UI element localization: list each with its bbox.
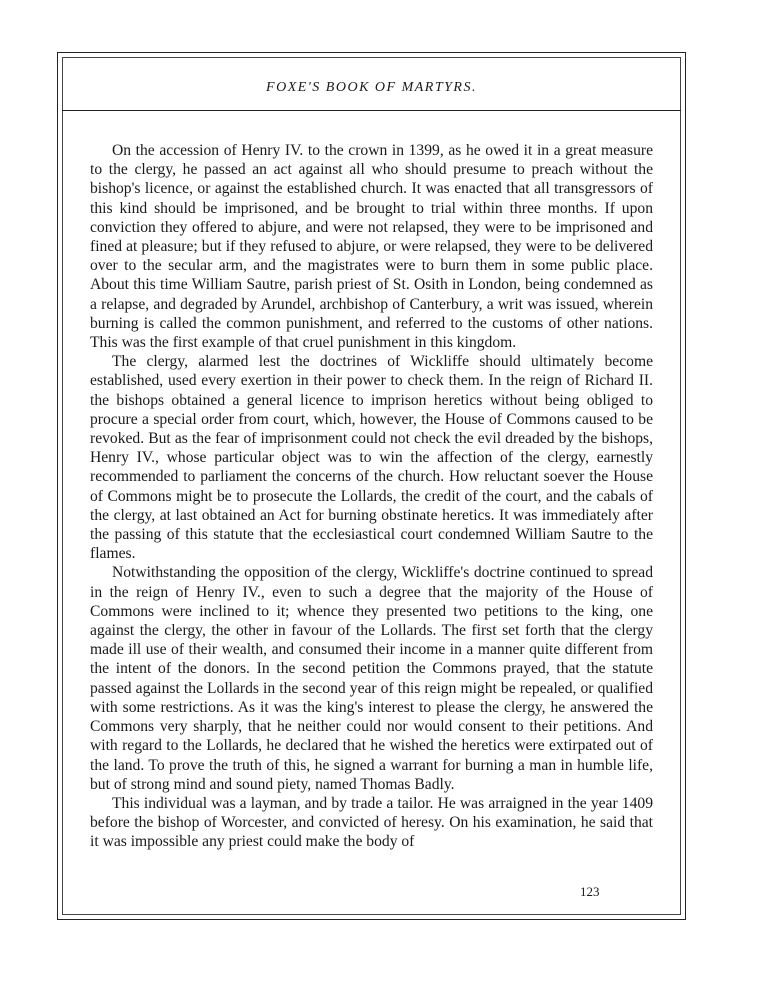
header-rule xyxy=(62,110,681,111)
paragraph: The clergy, alarmed lest the doctrines of Wickliffe should ultimately become established, used every exertion in their power to check them. In the reign of Richard II. the bishops obtained a general licence to imprison heretics without being obliged to procure a special order from court, which, however, the House of Commons caused to be revoked. But as the fear of imprisonment could not check the evil dreaded by the bishops, Henry IV., whose particular object was to win the affection of the clergy, earnestly recommended to parliament the concerns of the church. How reluctant soever the House of Commons might be to prosecute the Lollards, the credit of the court, and the cabals of the clergy, at last obtained an Act for burning obstinate heretics. It was immediately after the passing of this statute that the ecclesiastical court condemned William Sautre to the flames. xyxy=(90,353,653,563)
body-text xyxy=(90,141,653,852)
paragraph: On the accession of Henry IV. to the crown in 1399, as he owed it in a great measure to the clergy, he passed an act against all who should presume to preach without the bishop's licence, or against the established church. It was enacted that all transgressors of this kind should be imprisoned, and be brought to trial within three months. If upon conviction they offered to abjure, and were not relapsed, they were to be imprisoned and fined at pleasure; but if they refused to abjure, or were relapsed, they were to be delivered over to the secular arm, and the magistrates were to burn them in some public place. About this time William Sautre, parish priest of St. Osith in London, being condemned as a relapse, and degraded by Arundel, archbishop of Canterbury, a writ was issued, wherein burning is called the common punishment, and referred to the customs of other nations. This was the first example of that cruel punishment in this kingdom. xyxy=(90,142,653,352)
running-head-title: FOXE'S BOOK OF MARTYRS. xyxy=(266,80,477,95)
paragraph: This individual was a layman, and by trade a tailor. He was arraigned in the year 1409 before the bishop of Worcester, and convicted of heresy. On his examination, he said that it was impossible any priest could make the body of xyxy=(90,794,653,851)
page-number: 123 xyxy=(580,884,600,899)
paragraph: Notwithstanding the opposition of the clergy, Wickliffe's doctrine continued to spread in the reign of Henry IV., even to such a degree that the majority of the House of Commons were inclined to it; whence they presented two petitions to the king, one against the clergy, the other in favour of the Lollards. The first set forth that the clergy made ill use of their wealth, and consumed their income in a manner quite different from the intent of the donors. In the second petition the Commons prayed, that the statute passed against the Lollards in the second year of this reign might be repealed, or qualified with some restrictions. As it was the king's interest to please the clergy, he answered the Commons very sharply, that he neither could nor would consent to their petitions. And with regard to the Lollards, he declared that he wished the heretics were extirpated out of the land. To prove the truth of this, he signed a warrant for burning a man in humble life, but of strong mind and sound piety, named Thomas Badly. xyxy=(90,564,653,793)
